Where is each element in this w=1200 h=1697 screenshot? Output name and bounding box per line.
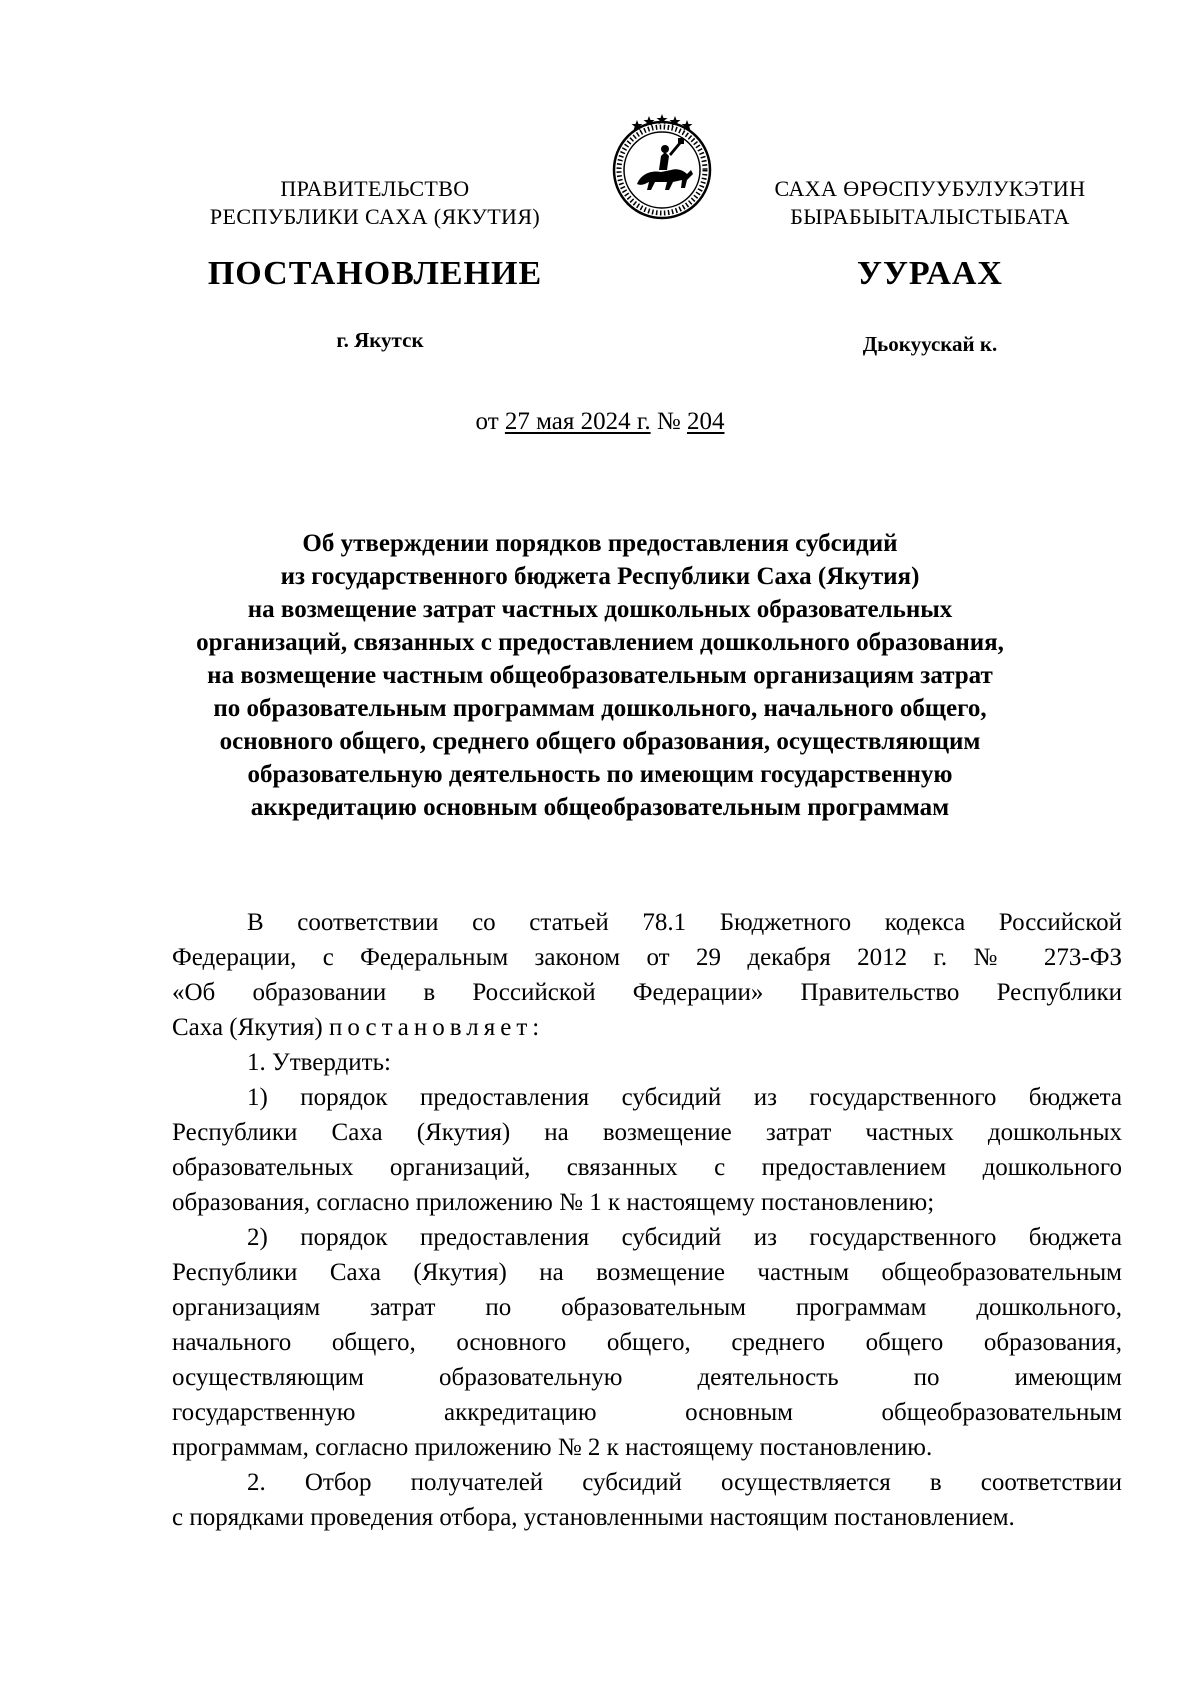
city-ru: г. Якутск [336,328,424,352]
title-line: на возмещение затрат частных дошкольных образовательных [247,596,953,623]
body-line: 2) порядок предоставления субсидий из государственного бюджета [247,1224,1122,1251]
title-line: на возмещение частным общеобразовательным организациям затрат [207,662,993,689]
issuer-sah [740,175,1120,231]
title-line: Об утверждении порядков предоставления субсидий [302,530,898,557]
number-sign: № [656,408,681,435]
title-line: из государственного бюджета Республики Саха (Якутия) [280,563,920,590]
title-line: аккредитацию основным общеобразовательным программам [250,794,950,821]
body-line: 1) порядок предоставления субсидий из государственного бюджета [247,1084,1122,1111]
coat-of-arms-icon [607,112,717,222]
body-line: организациям затрат по образовательным программам дошкольного, [172,1294,1122,1321]
body-line: образовательных организаций, связанных с предоставлением дошкольного [172,1154,1122,1181]
title-line: основного общего, среднего общего образования, осуществляющим [219,728,981,755]
document-date: 27 мая 2024 г. [504,408,651,435]
body-line: государственную аккредитацию основным общеобразовательным [172,1399,1122,1426]
body-line: «Об образовании в Российской Федерации» Правительство Республики [172,979,1122,1006]
date-prefix: от [475,408,499,435]
preamble-prefix: Саха (Якутия) [172,1014,329,1041]
issuer-ru-line1: ПРАВИТЕЛЬСТВО [280,176,470,201]
date-number-line [0,408,1200,436]
body-line: Республики Саха (Якутия) на возмещение затрат частных дошкольных [172,1119,1122,1146]
document-title [160,527,1040,824]
body-line: осуществляющим образовательную деятельность по имеющим [172,1364,1122,1391]
issuer-ru [170,175,580,231]
paragraph-subitem-1 [172,1080,1122,1220]
body-line [172,1010,1122,1045]
paragraph-item-2 [172,1465,1122,1535]
body-line: с порядками проведения отбора, установленными настоящим постановлением. [172,1504,1015,1531]
issuer-sah-line1: САХА ӨРӨСПУУБУЛУКЭТИН [774,176,1086,201]
issuer-ru-line2: РЕСПУБЛИКИ САХА (ЯКУТИЯ) [209,204,541,229]
title-line: организаций, связанных с предоставлением дошкольного образования, [196,629,1004,656]
body-line: В соответствии со статьей 78.1 Бюджетного кодекса Российской [247,909,1122,936]
paragraph-subitem-2 [172,1220,1122,1465]
body-line: Федерации, с Федеральным законом от 29 декабря 2012 г. № 273-ФЗ [172,944,1122,971]
body-line: Республики Саха (Якутия) на возмещение частным общеобразовательным [172,1259,1122,1286]
body-line: программам, согласно приложению № 2 к настоящему постановлению. [172,1434,933,1461]
doc-type-sah: УУРААХ [857,255,1003,292]
body-line: 2. Отбор получателей субсидий осуществляется в соответствии [247,1469,1122,1496]
paragraph-preamble [172,905,1122,1045]
resolves-word: постановляет: [328,1014,545,1041]
document-number: 204 [686,408,725,435]
title-line: по образовательным программам дошкольного, начального общего, [213,695,987,722]
issuer-sah-line2: БЫРАБЫЫТАЛЫСТЫБАТА [790,204,1070,229]
body-line: начального общего, основного общего, среднего общего образования, [172,1329,1122,1356]
title-line: образовательную деятельность по имеющим государственную [247,761,953,788]
document-body [172,905,1122,1535]
city-sah: Дьокуускай к. [862,332,998,356]
doc-type-ru: ПОСТАНОВЛЕНИЕ [207,255,543,292]
paragraph-item-1: 1. Утвердить: [247,1049,391,1076]
body-line: образования, согласно приложению № 1 к настоящему постановлению; [172,1189,935,1216]
